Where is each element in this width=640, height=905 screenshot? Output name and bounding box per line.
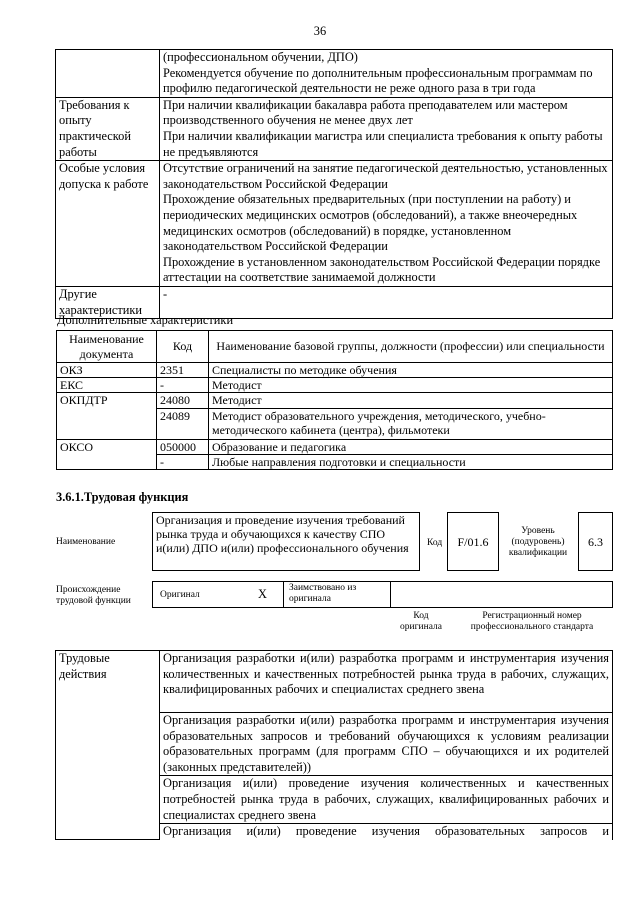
code-cell: 24080 — [157, 393, 209, 408]
text-line: Прохождение обязательных предварительных (при поступлении на работу) и периодических медицинских осмотров (обследований), а также внеочередных медицинских осмотров (обследований) в порядке, установленном законодательством Российской Федерации — [163, 192, 578, 254]
reg-number-label: Регистрационный номер профессионального стандарта — [470, 611, 594, 632]
table-row — [56, 50, 613, 98]
code-original-label: Код оригинала — [400, 611, 442, 632]
doc-cell: ОКПДТР — [57, 393, 157, 439]
name-cell: Методист образовательного учреждения, методического, учебно-методического кабинета (центра), фильмотеки — [209, 408, 613, 439]
level-box — [578, 512, 613, 571]
row-label: Особые условия допуска к работе — [56, 161, 160, 287]
code-cell: - — [157, 454, 209, 469]
doc-cell: ОКСО — [57, 439, 157, 469]
action-item: Организация разработки и(или) разработка программ и инструментария изучения образовательных запросов и требований обучающихся к условиям реализации образовательных программ (для программ СПО – обучающихся и их родителей (законных представителей)) — [160, 713, 613, 776]
function-code-box — [447, 512, 499, 571]
table-row — [56, 651, 613, 713]
code-cell: 24089 — [157, 408, 209, 439]
actions-table — [55, 650, 613, 840]
header-code: Код — [157, 331, 209, 363]
row-label: Требования к опыту практической работы — [56, 97, 160, 160]
name-cell: Любые направления подготовки и специальности — [209, 454, 613, 469]
table-row — [56, 97, 613, 160]
text-line: Прохождение в установленном законодательством Российской Федерации порядке аттестации на соответствие занимаемой должности — [163, 254, 601, 285]
table-row — [57, 439, 613, 454]
name-cell: Методист — [209, 393, 613, 408]
action-item: Организация и(или) проведение изучения количественных и качественных потребностей рынка труда в рабочих, служащих, квалифицированных рабочих и специалистах среднего звена — [160, 776, 613, 824]
page-number: 36 — [313, 24, 327, 38]
actions-label: Трудовые действия — [56, 651, 160, 840]
code-label: Код — [427, 538, 443, 548]
header-document: Наименование документа — [57, 331, 157, 363]
origin-label: Происхождение трудовой функции — [56, 585, 131, 606]
doc-cell: ОКЗ — [57, 363, 157, 378]
text-line: (профессиональном обучении, ДПО) — [163, 50, 358, 64]
text-line: При наличии квалификации магистра или специалиста требования к опыту работы не предъявляются — [163, 128, 603, 159]
borrowed-label: Заимствовано из оригинала — [289, 583, 357, 604]
code-cell: 2351 — [157, 363, 209, 378]
level-value: 6.3 — [588, 535, 603, 549]
row-label: Другие характеристики — [56, 286, 160, 318]
original-mark: X — [258, 587, 267, 601]
row-value: - — [160, 286, 613, 318]
text-line: Рекомендуется обучение по дополнительным профессиональным программам по профилю педагогической деятельности не реже одного раза в три года — [163, 65, 593, 96]
doc-cell: ЕКС — [57, 378, 157, 393]
code-cell: 050000 — [157, 439, 209, 454]
extra-table — [56, 330, 613, 470]
qualification-table — [55, 49, 613, 319]
code-cell: - — [157, 378, 209, 393]
table-row — [57, 378, 613, 393]
text-line: Отсутствие ограничений на занятие педагогической деятельностью, установленных законодательством Российской Федерации — [163, 161, 608, 191]
header-name: Наименование базовой группы, должности (профессии) или специальности — [209, 331, 613, 363]
extra-title: Дополнительные характеристики — [57, 313, 234, 327]
table-row — [57, 393, 613, 408]
function-heading: 3.6.1.Трудовая функция — [56, 490, 189, 504]
function-name-box — [152, 512, 420, 571]
name-cell: Специалисты по методике обучения — [209, 363, 613, 378]
action-item: Организация и(или) проведение изучения образовательных запросов и — [160, 824, 613, 840]
table-header — [57, 331, 613, 363]
action-item: Организация разработки и(или) разработка программ и инструментария изучения количественных и качественных потребностей рынка труда в рабочих, служащих, квалифицированных рабочих и специалистах среднего звена — [160, 651, 613, 713]
name-cell: Методист — [209, 378, 613, 393]
text-line: При наличии квалификации бакалавра работа преподавателем или мастером производственного обучения не менее двух лет — [163, 97, 568, 128]
table-row — [56, 161, 613, 287]
function-code: F/01.6 — [457, 535, 489, 549]
level-label: Уровень (подуровень) квалификации — [508, 526, 568, 558]
function-name: Организация и проведение изучения требований рынка труда и обучающихся к качеству СПО и(или) ДПО и(или) профессионального обучения — [156, 513, 409, 556]
table-row — [57, 363, 613, 378]
name-label: Наименование — [56, 537, 116, 547]
name-cell: Образование и педагогика — [209, 439, 613, 454]
original-label: Оригинал — [160, 590, 200, 600]
